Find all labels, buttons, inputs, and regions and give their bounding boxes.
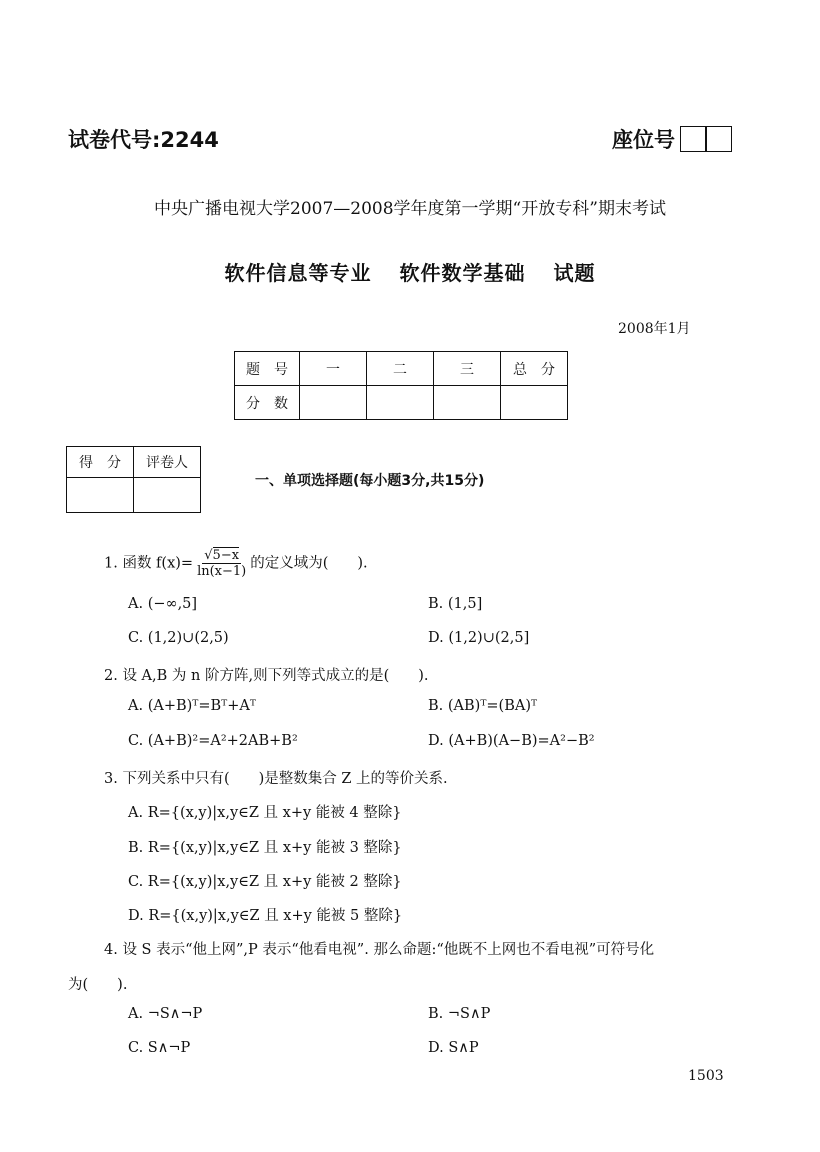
q4-option-d: D. S∧P <box>428 1040 479 1056</box>
q4-option-b: B. ¬S∧P <box>428 1006 491 1022</box>
grader-table-input-row <box>67 478 201 513</box>
page-number: 1503 <box>688 1068 724 1084</box>
score-input-cell <box>501 386 568 420</box>
score-table-cell: 一 <box>300 352 367 386</box>
score-table-cell: 二 <box>367 352 434 386</box>
grader-score-cell <box>67 478 134 513</box>
score-input-cell <box>300 386 367 420</box>
score-table-cell: 三 <box>434 352 501 386</box>
seat-cell <box>705 126 732 152</box>
question-3-stem: 3. 下列关系中只有( )是整数集合 Z 上的等价关系. <box>104 771 448 787</box>
paper-code: 试卷代号:2244 <box>68 128 219 152</box>
score-table <box>234 351 568 420</box>
q1-prefix: 1. 函数 f(x)= <box>104 555 194 572</box>
seat-cells <box>681 126 732 152</box>
score-table-cell: 分 数 <box>235 386 300 420</box>
question-4-stem-line2: 为( ). <box>68 977 128 993</box>
q1-option-c: C. (1,2)∪(2,5) <box>128 630 229 646</box>
grader-name-label: 评卷人 <box>134 447 201 478</box>
grader-table-header-row <box>67 447 201 478</box>
score-input-cell <box>434 386 501 420</box>
seat-label: 座位号 <box>612 128 675 152</box>
q3-option-d: D. R={(x,y)|x,y∈Z 且 x+y 能被 5 整除} <box>128 908 403 924</box>
score-table-header-row <box>235 352 568 386</box>
exam-title <box>0 257 820 286</box>
sqrt-icon: √ <box>204 548 213 563</box>
question-2-stem: 2. 设 A,B 为 n 阶方阵,则下列等式成立的是( ). <box>104 668 429 684</box>
seat-number-box <box>612 124 732 154</box>
question-1-stem <box>104 548 368 579</box>
grader-table <box>66 446 201 513</box>
score-input-cell <box>367 386 434 420</box>
grader-name-cell <box>134 478 201 513</box>
title-suffix: 试题 <box>553 261 596 285</box>
q2-option-b: B. (AB)ᵀ=(BA)ᵀ <box>428 698 538 714</box>
title-course: 软件数学基础 <box>399 261 526 285</box>
q1-fraction <box>195 548 248 579</box>
q3-option-c: C. R={(x,y)|x,y∈Z 且 x+y 能被 2 整除} <box>128 874 402 890</box>
title-major: 软件信息等专业 <box>224 261 372 285</box>
section-title: 一、单项选择题(每小题3分,共15分) <box>255 473 485 489</box>
grader-score-label: 得 分 <box>67 447 134 478</box>
q4-option-c: C. S∧¬P <box>128 1040 191 1056</box>
exam-header: 中央广播电视大学2007—2008学年度第一学期“开放专科”期末考试 <box>154 199 666 219</box>
score-table-cell: 总 分 <box>501 352 568 386</box>
q1-numerator <box>202 548 241 564</box>
q3-option-b: B. R={(x,y)|x,y∈Z 且 x+y 能被 3 整除} <box>128 840 402 856</box>
q1-option-d: D. (1,2)∪(2,5] <box>428 630 530 646</box>
q2-option-c: C. (A+B)²=A²+2AB+B² <box>128 733 298 749</box>
q1-option-b: B. (1,5] <box>428 596 483 612</box>
score-table-cell: 题 号 <box>235 352 300 386</box>
q1-suffix: 的定义域为( ). <box>250 555 368 572</box>
seat-cell <box>680 126 707 152</box>
exam-date: 2008年1月 <box>618 321 691 337</box>
q2-option-d: D. (A+B)(A−B)=A²−B² <box>428 733 595 749</box>
q4-option-a: A. ¬S∧¬P <box>128 1006 203 1022</box>
q1-radicand: 5−x <box>212 548 240 563</box>
question-4-stem-line1: 4. 设 S 表示“他上网”,P 表示“他看电视”. 那么命题:“他既不上网也不看电视”可符号化 <box>104 942 655 958</box>
q1-option-a: A. (−∞,5] <box>128 596 198 612</box>
q2-option-a: A. (A+B)ᵀ=Bᵀ+Aᵀ <box>128 698 256 714</box>
q3-option-a: A. R={(x,y)|x,y∈Z 且 x+y 能被 4 整除} <box>128 805 402 821</box>
score-table-score-row <box>235 386 568 420</box>
q1-denominator: ln(x−1) <box>197 564 247 579</box>
